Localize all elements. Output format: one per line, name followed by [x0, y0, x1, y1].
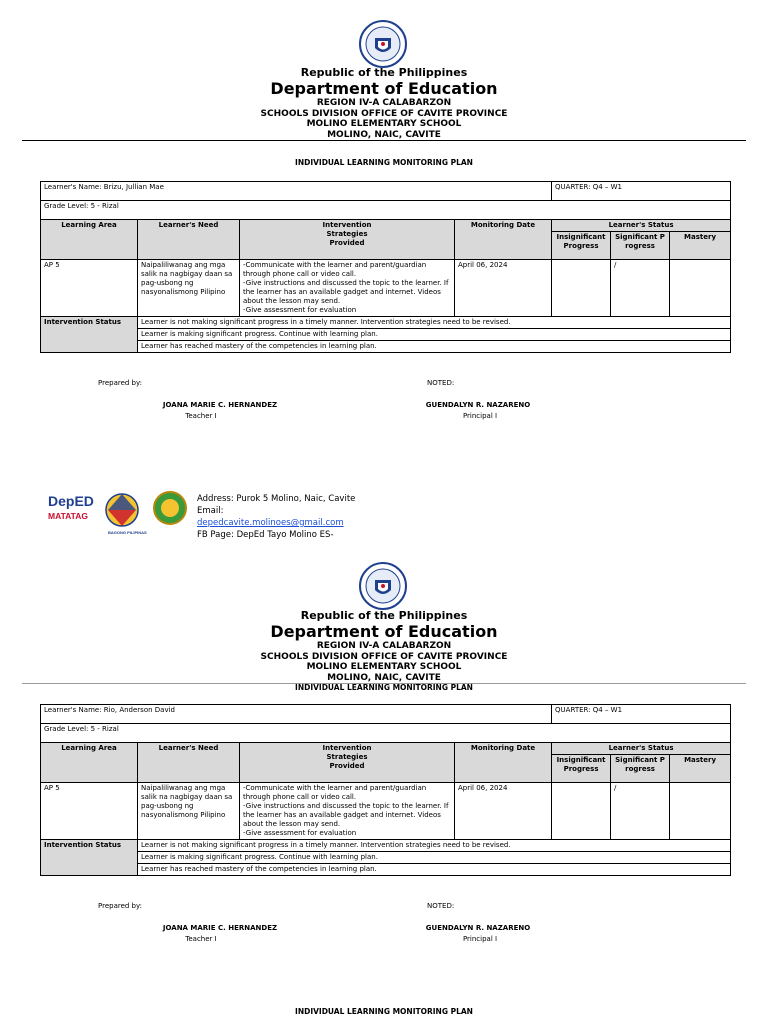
- status-option: Learner is not making significant progress in a timely manner. Intervention strategies need to be revised.: [138, 317, 731, 329]
- col-insignificant: Insignificant Progress: [552, 232, 611, 260]
- status-option: Learner is making significant progress. Continue with learning plan.: [138, 852, 731, 864]
- col-monitoring-date: Monitoring Date: [455, 743, 552, 783]
- col-learners-need: Learner's Need: [138, 220, 240, 260]
- republic-title: Republic of the Philippines: [300, 609, 468, 622]
- school-text: MOLINO ELEMENTARY SCHOOL: [306, 119, 462, 129]
- deped-seal-icon: [359, 20, 407, 68]
- footer-address: Address: Purok 5 Molino, Naic, Cavite: [197, 494, 356, 504]
- grade-level: Grade Level: 5 - Rizal: [41, 201, 731, 220]
- region-text: REGION IV-A CALABARZON: [316, 641, 452, 651]
- teacher-name: JOANA MARIE C. HERNANDEZ: [162, 401, 278, 409]
- status-option: Learner has reached mastery of the competencies in learning plan.: [138, 864, 731, 876]
- prepared-by-label: Prepared by:: [98, 379, 142, 387]
- department-title: Department of Education: [270, 79, 498, 98]
- principal-role: Principal I: [462, 412, 498, 420]
- region-text: REGION IV-A CALABARZON: [316, 98, 452, 108]
- status-option: Learner is not making significant progress in a timely manner. Intervention strategies need to be revised.: [138, 840, 731, 852]
- cell-intervention: -Communicate with the learner and parent/guardian through phone call or video call. -Give instructions and discussed the topic to the learner. If the learner has an available gadget and internet. Videos about the lesson may send. -Give assessment for evaluation: [240, 783, 455, 840]
- cell-significant: /: [611, 260, 670, 317]
- address-text: MOLINO, NAIC, CAVITE: [327, 130, 441, 140]
- footer-email-label: Email:: [197, 506, 224, 516]
- cell-need: Naipaliliwanag ang mga salik na nagbigay daan sa pag-usbong ng nasyonalismong Pilipino: [138, 260, 240, 317]
- republic-title: Republic of the Philippines: [300, 66, 468, 79]
- quarter: QUARTER: Q4 – W1: [552, 182, 731, 201]
- col-learning-area: Learning Area: [41, 743, 138, 783]
- col-intervention: Intervention Strategies Provided: [240, 220, 455, 260]
- col-learners-need: Learner's Need: [138, 743, 240, 783]
- plan-title: INDIVIDUAL LEARNING MONITORING PLAN: [295, 158, 473, 167]
- principal-name: GUENDALYN R. NAZARENO: [425, 924, 531, 932]
- cell-mastery: [670, 260, 731, 317]
- col-intervention: Intervention Strategies Provided: [240, 743, 455, 783]
- plan-title-next: INDIVIDUAL LEARNING MONITORING PLAN: [295, 1007, 473, 1016]
- division-text: SCHOOLS DIVISION OFFICE OF CAVITE PROVINCE: [260, 109, 508, 119]
- status-option: Learner is making significant progress. Continue with learning plan.: [138, 329, 731, 341]
- intervention-status-label: Intervention Status: [41, 317, 138, 353]
- cell-area: AP 5: [41, 783, 138, 840]
- noted-label: NOTED:: [427, 902, 455, 910]
- cell-date: April 06, 2024: [455, 783, 552, 840]
- plan-title: INDIVIDUAL LEARNING MONITORING PLAN: [295, 683, 473, 692]
- learner-name: Learner's Name: Rio, Anderson David: [41, 705, 552, 724]
- teacher-name: JOANA MARIE C. HERNANDEZ: [162, 924, 278, 932]
- department-title: Department of Education: [270, 622, 498, 641]
- col-insignificant: Insignificant Progress: [552, 755, 611, 783]
- learner-name: Learner's Name: Brizu, Jullian Mae: [41, 182, 552, 201]
- noted-label: NOTED:: [427, 379, 455, 387]
- cell-mastery: [670, 783, 731, 840]
- status-option: Learner has reached mastery of the competencies in learning plan.: [138, 341, 731, 353]
- cell-significant: /: [611, 783, 670, 840]
- logo-deped-text: DepED: [48, 493, 94, 509]
- footer-logos: [48, 488, 188, 536]
- logo-matatag-text: MATATAG: [48, 511, 88, 521]
- principal-name: GUENDALYN R. NAZARENO: [425, 401, 531, 409]
- monitoring-table: [40, 181, 731, 353]
- cell-insignificant: [552, 260, 611, 317]
- address-text: MOLINO, NAIC, CAVITE: [327, 673, 441, 683]
- deped-matatag-logo: [48, 488, 188, 536]
- teacher-role: Teacher I: [185, 935, 217, 943]
- col-mastery: Mastery: [670, 232, 731, 260]
- intervention-status-label: Intervention Status: [41, 840, 138, 876]
- header-divider: [22, 140, 746, 141]
- cell-need: Naipaliliwanag ang mga salik na nagbigay daan sa pag-usbong ng nasyonalismong Pilipino: [138, 783, 240, 840]
- footer-contact: [197, 493, 355, 541]
- col-mastery: Mastery: [670, 755, 731, 783]
- cell-intervention: -Communicate with the learner and parent/guardian through phone call or video call. -Give instructions and discussed the topic to the learner. If the learner has an available gadget and internet. Videos about the lesson may send. -Give assessment for evaluation: [240, 260, 455, 317]
- logo-bagong-text: BAGONG PILIPINAS: [108, 530, 147, 535]
- col-monitoring-date: Monitoring Date: [455, 220, 552, 260]
- principal-role: Principal I: [462, 935, 498, 943]
- cell-date: April 06, 2024: [455, 260, 552, 317]
- col-learning-area: Learning Area: [41, 220, 138, 260]
- school-text: MOLINO ELEMENTARY SCHOOL: [306, 662, 462, 672]
- col-learners-status: Learner's Status: [552, 220, 731, 232]
- division-text: SCHOOLS DIVISION OFFICE OF CAVITE PROVINCE: [260, 652, 508, 662]
- deped-seal-icon: [359, 562, 407, 610]
- footer-fb-page: FB Page: DepEd Tayo Molino ES-: [197, 530, 334, 540]
- cell-insignificant: [552, 783, 611, 840]
- col-significant: Significant Progress: [611, 755, 670, 783]
- col-learners-status: Learner's Status: [552, 743, 731, 755]
- footer-email-link[interactable]: depedcavite.molinoes@gmail.com: [197, 518, 344, 528]
- cell-area: AP 5: [41, 260, 138, 317]
- prepared-by-label: Prepared by:: [98, 902, 142, 910]
- teacher-role: Teacher I: [185, 412, 217, 420]
- grade-level: Grade Level: 5 - Rizal: [41, 724, 731, 743]
- col-significant: Significant Progress: [611, 232, 670, 260]
- monitoring-table: [40, 704, 731, 876]
- quarter: QUARTER: Q4 – W1: [552, 705, 731, 724]
